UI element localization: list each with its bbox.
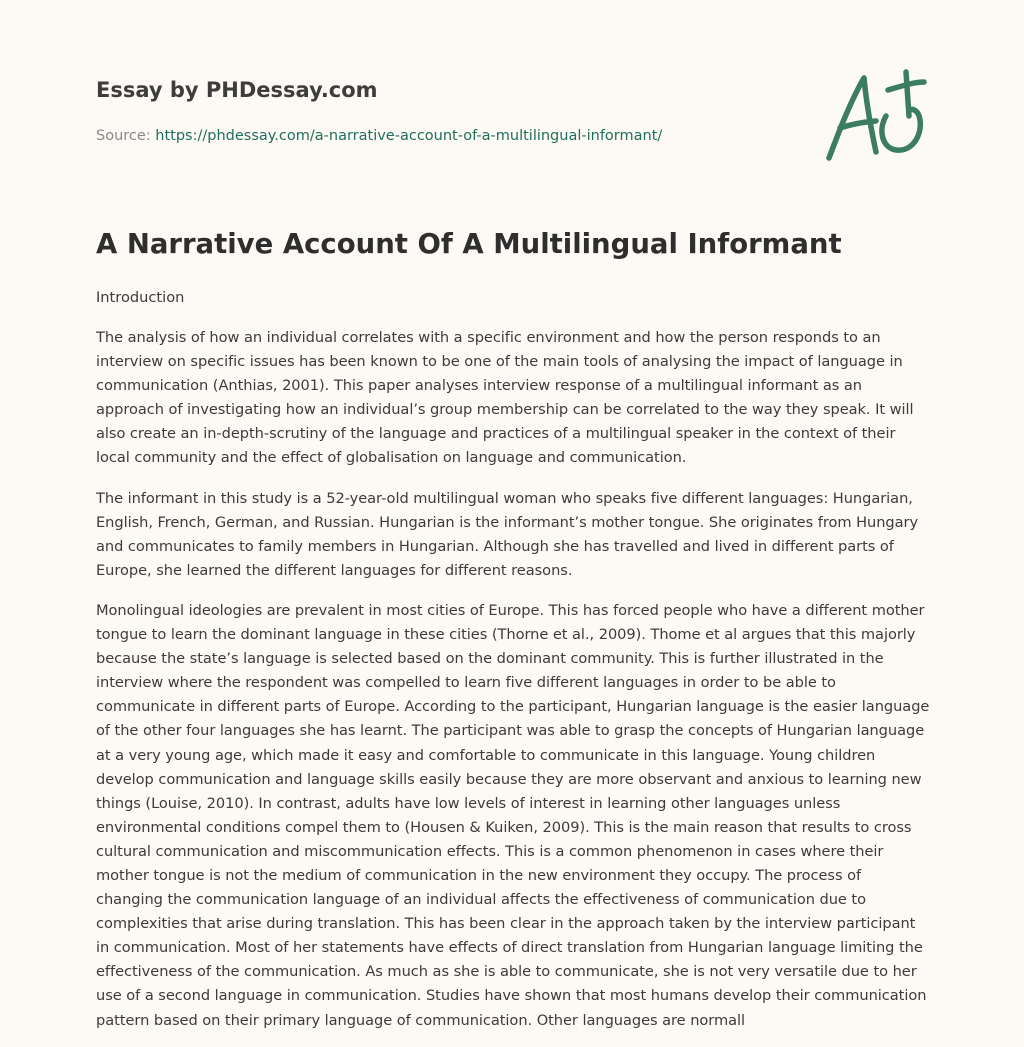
source-line [96,126,796,146]
document-header [96,76,796,146]
source-link[interactable]: https://phdessay.com/a-narrative-account-of-a-multilingual-informant/ [155,128,663,144]
essay-body [96,222,932,1047]
site-brand: Essay by PHDessay.com [96,78,378,102]
a-plus-grade-icon [822,66,930,166]
page-title: A Narrative Account Of A Multilingual Informant [96,228,842,260]
paragraph: The informant in this study is a 52-year-old multilingual woman who speaks five different languages: Hungarian, English, French, German, and Russian. Hungarian is the informant’s mother tongue. She originates from Hungary and communicates to family members in Hungarian. Although she has travelled and lived in different parts of Europe, she learned the different languages for different reasons. [96,489,919,579]
paragraph: The analysis of how an individual correlates with a specific environment and how the person responds to an interview on specific issues has been known to be one of the main tools of analysing the impact of language in communication (Anthias, 2001). This paper analyses interview response of a multilingual informant as an approach of investigating how an individual’s group membership can be correlated to the way they speak. It will also create an in-depth-scrutiny of the language and practices of a multilingual speaker in the context of their local community and the effect of globalisation on language and communication. [96,329,914,467]
source-label: Source: [96,128,156,144]
paragraph: Monolingual ideologies are prevalent in most cities of Europe. This has forced people who have a different mother tongue to learn the dominant language in these cities (Thorne et al., 2009). Thome et al argues that this majorly because the state’s language is selected based on the dominant community. This is further illustrated in the interview where the respondent was compelled to learn five different languages in order to be able to communicate in different parts of Europe. According to the participant, Hungarian language is the easier language of the other four languages she has learnt. The participant was able to grasp the concepts of Hungarian language at a very young age, which made it easy and comfortable to communicate in this language. Young children develop communication and language skills easily because they are more observant and anxious to learning new things (Louise, 2010). In contrast, adults have low levels of interest in learning other languages unless environmental conditions compel them to (Housen & Kuiken, 2009). This is the main reason that results to cross cultural communication and miscommunication effects. This is a common phenomenon in cases where their mother tongue is not the medium of communication in the new environment they occupy. The process of changing the communication language of an individual affects the effectiveness of communication due to complexities that arise during translation. This has been clear in the approach taken by the interview participant in communication. Most of her statements have effects of direct translation from Hungarian language limiting the effectiveness of the communication. As much as she is able to communicate, she is not very versatile due to her use of a second language in communication. Studies have shown that most humans develop their communication pattern based on their primary language of communication. Other languages are normall [96,601,930,1029]
section-heading: Introduction [96,289,185,306]
